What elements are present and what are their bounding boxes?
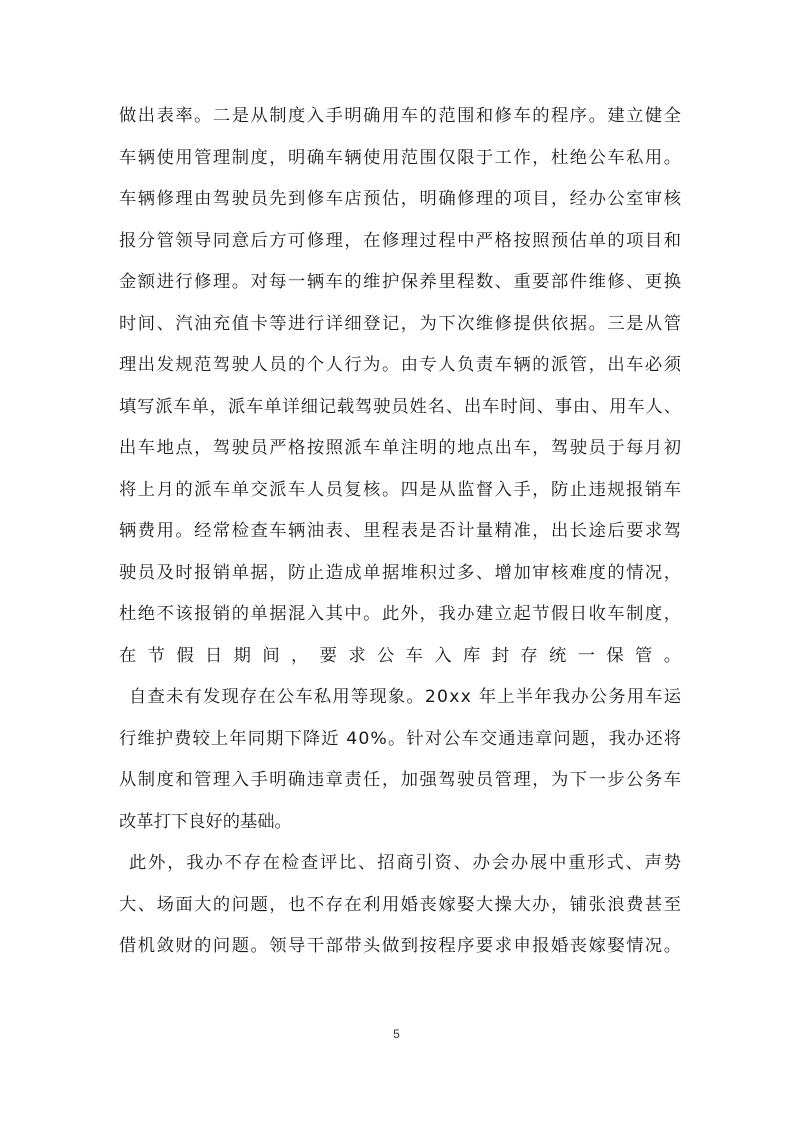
text-line: 在节假日期间，要求公车入库封存统一保管。 <box>119 645 693 666</box>
text-line: 行维护费较上年同期下降近 40%。针对公车交通违章问题，我办还将 <box>119 728 683 749</box>
text-line: 改革打下良好的基础。 <box>119 811 292 832</box>
text-line: 将上月的派车单交派车人员复核。四是从监督入手，防止违规报销车 <box>119 479 683 500</box>
text-line: 车辆修理由驾驶员先到修车店预估，明确修理的项目，经办公室审核 <box>119 189 683 209</box>
text-line: 报分管领导同意后方可修理，在修理过程中严格按照预估单的项目和 <box>119 230 683 251</box>
text-line: 金额进行修理。对每一辆车的维护保养里程数、重要部件维修、更换 <box>119 272 683 292</box>
body-text <box>119 96 693 968</box>
text-line: 此外，我办不存在检查评比、招商引资、办会办展中重形式、声势 <box>129 853 683 873</box>
text-line: 自查未有发现存在公车私用等现象。20xx 年上半年我办公务用车运 <box>129 687 683 707</box>
text-line: 车辆使用管理制度，明确车辆使用范围仅限于工作，杜绝公车私用。 <box>119 147 683 168</box>
text-line: 理出发规范驾驶人员的个人行为。由专人负责车辆的派管，出车必须 <box>119 355 683 375</box>
text-line: 时间、汽油充值卡等进行详细登记，为下次维修提供依据。三是从管 <box>119 313 683 334</box>
page-number: 5 <box>393 1027 400 1041</box>
text-line: 从制度和管理入手明确违章责任，加强驾驶员管理，为下一步公务车 <box>119 770 683 790</box>
text-line: 填写派车单，派车单详细记载驾驶员姓名、出车时间、事由、用车人、 <box>119 396 682 417</box>
text-line: 辆费用。经常检查车辆油表、里程表是否计量精准，出长途后要求驾 <box>119 521 683 541</box>
text-line: 驶员及时报销单据，防止造成单据堆积过多、增加审核难度的情况， <box>119 562 683 583</box>
text-line: 杜绝不该报销的单据混入其中。此外，我办建立起节假日收车制度， <box>119 604 683 624</box>
text-line: 大、场面大的问题，也不存在利用婚丧嫁娶大操大办，铺张浪费甚至 <box>119 894 683 915</box>
text-line: 做出表率。二是从制度入手明确用车的范围和修车的程序。建立健全 <box>119 106 683 126</box>
text-line: 出车地点，驾驶员严格按照派车单注明的地点出车，驾驶员于每月初 <box>119 438 683 458</box>
text-line: 借机敛财的问题。领导干部带头做到按程序要求申报婚丧嫁娶情况。 <box>119 936 683 956</box>
